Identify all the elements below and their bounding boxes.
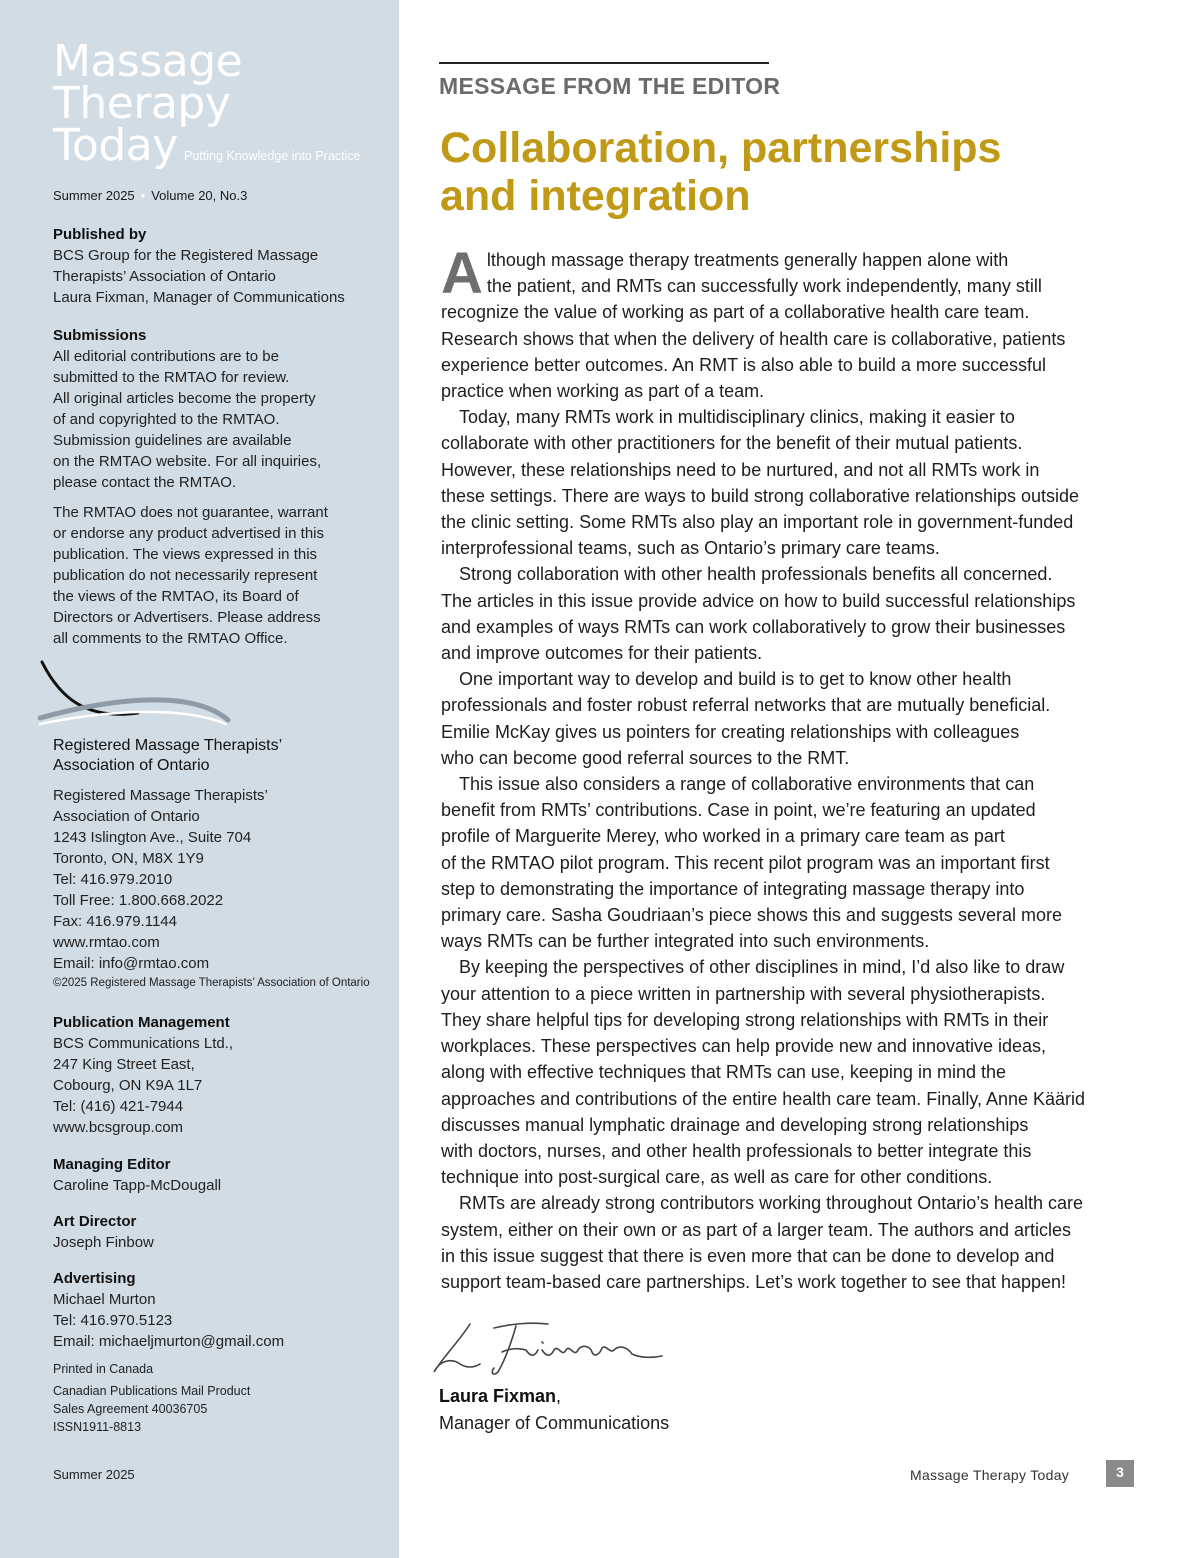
published-by-line: Therapists’ Association of Ontario — [53, 268, 276, 285]
article-paragraph — [441, 404, 1141, 561]
contact-line: Toll Free: 1.800.668.2022 — [53, 892, 224, 909]
signer-name-bold: Laura Fixman — [439, 1386, 557, 1406]
body-line: and examples of ways RMTs can work collaboratively to grow their businesses — [441, 616, 1066, 637]
body-line: benefit from RMTs’ contributions. Case in point, we’re featuring an updated — [441, 800, 1036, 821]
managing-editor-heading: Managing Editor — [53, 1156, 171, 1173]
body-line: in this issue suggest that there is even more that can be done to develop and — [441, 1245, 1055, 1266]
submissions-line: Submission guidelines are available — [53, 432, 292, 449]
body-line: primary care. Sasha Goudriaan’s piece shows this and suggests several more — [441, 905, 1062, 926]
article-paragraph — [441, 666, 1141, 771]
disclaimer-line: publication do not necessarily represent — [53, 567, 318, 584]
section-label: MESSAGE FROM THE EDITOR — [439, 73, 781, 99]
contact-line: Association of Ontario — [53, 808, 200, 825]
body-line: ways RMTs can be further integrated into such environments. — [441, 931, 930, 952]
body-line: your attention to a piece written in partnership with several physiotherapists. — [441, 983, 1046, 1004]
art-director-name: Joseph Finbow — [53, 1234, 154, 1251]
separator-dot-icon: • — [140, 188, 146, 203]
postal-line: ISSN1911-8813 — [53, 1420, 142, 1434]
body-line: professionals and foster robust referral networks that are mutually beneficial. — [441, 695, 1051, 716]
managing-editor-section — [53, 1154, 221, 1196]
publication-management-line: BCS Communications Ltd., — [53, 1035, 234, 1052]
disclaimer-line: the views of the RMTAO, its Board of — [53, 588, 299, 605]
body-line: approaches and contributions of the entire health care team. Finally, Anne Käärid — [441, 1088, 1086, 1109]
section-divider — [439, 62, 769, 64]
managing-editor-name: Caroline Tapp-McDougall — [53, 1177, 222, 1194]
art-director-heading: Art Director — [53, 1213, 137, 1230]
body-line: Emilie McKay gives us pointers for creating relationships with colleagues — [441, 721, 1020, 742]
body-line: RMTs are already strong contributors working throughout Ontario’s health care — [459, 1193, 1083, 1214]
issue-info — [53, 188, 247, 203]
logo-word-today: Today — [53, 120, 178, 171]
submissions-line: on the RMTAO website. For all inquiries, — [53, 453, 322, 470]
printed-in: Printed in Canada — [53, 1362, 154, 1376]
article-paragraph — [441, 954, 1141, 1190]
publication-management-line: 247 King Street East, — [53, 1056, 195, 1073]
body-line: experience better outcomes. An RMT is also able to build a more successful — [441, 354, 1046, 375]
publication-management-line: Tel: (416) 421-7944 — [53, 1098, 184, 1115]
body-line: recognize the value of working as part of a collaborative health care team. — [441, 302, 1030, 323]
disclaimer-line: The RMTAO does not guarantee, warrant — [53, 504, 328, 521]
body-line: system, either on their own or as part of a larger team. The authors and articles — [441, 1219, 1071, 1240]
submissions-section — [53, 325, 321, 493]
body-line: Today, many RMTs work in multidisciplinary clinics, making it easier to — [459, 407, 1015, 428]
body-line: workplaces. These perspectives can help provide new and innovative ideas, — [441, 1036, 1047, 1057]
rmtao-logo-wave-icon — [38, 658, 238, 734]
rmtao-logo-text — [53, 736, 282, 776]
submissions-line: All original articles become the property — [53, 390, 316, 407]
body-line: However, these relationships need to be nurtured, and not all RMTs work in — [441, 459, 1040, 480]
signer-comma: , — [556, 1386, 562, 1406]
contact-line: Registered Massage Therapists’ — [53, 787, 268, 804]
logo-word-therapy: Therapy — [53, 78, 231, 129]
body-line: The articles in this issue provide advice on how to build successful relationships — [441, 590, 1076, 611]
body-line: with doctors, nurses, and other health professionals to better integrate this — [441, 1140, 1032, 1161]
rmtao-logo-line: Registered Massage Therapists’ — [53, 737, 283, 754]
advertising-heading: Advertising — [53, 1270, 136, 1287]
published-by-line: BCS Group for the Registered Massage — [53, 247, 319, 264]
article-paragraph — [441, 771, 1141, 954]
drop-cap: A — [441, 241, 483, 306]
signer-name — [439, 1386, 561, 1407]
advertising-line: Tel: 416.970.5123 — [53, 1312, 173, 1329]
published-by-section — [53, 224, 345, 308]
article-body — [441, 241, 1141, 1295]
article-paragraph — [441, 1190, 1141, 1295]
rmtao-logo-line: Association of Ontario — [53, 757, 210, 774]
body-line: discusses manual lymphatic drainage and developing strong relationships — [441, 1114, 1029, 1135]
article-paragraph — [441, 561, 1141, 666]
advertising-line: Michael Murton — [53, 1291, 156, 1308]
contact-line: 1243 Islington Ave., Suite 704 — [53, 829, 252, 846]
publication-management-heading: Publication Management — [53, 1014, 230, 1031]
body-line: the clinic setting. Some RMTs also play an important role in government-funded — [441, 512, 1074, 533]
body-line: of the RMTAO pilot program. This recent pilot program was an important first — [441, 852, 1050, 873]
disclaimer-line: Directors or Advertisers. Please address — [53, 609, 321, 626]
body-line: One important way to develop and build is to get to know other health — [459, 669, 1012, 690]
postal-line: Sales Agreement 40036705 — [53, 1402, 208, 1416]
contact-line: Email: info@rmtao.com — [53, 955, 210, 972]
published-by-line: Laura Fixman, Manager of Communications — [53, 289, 345, 306]
title-line: Collaboration, partnerships — [440, 124, 1002, 172]
body-line: collaborate with other practitioners for the benefit of their mutual patients. — [441, 433, 1023, 454]
body-line: This issue also considers a range of collaborative environments that can — [459, 774, 1035, 795]
article-paragraph — [441, 241, 1141, 404]
publication-management-section — [53, 1012, 233, 1138]
disclaimer-line: or endorse any product advertised in this — [53, 525, 324, 542]
advertising-section — [53, 1268, 284, 1352]
body-line: Strong collaboration with other health professionals benefits all concerned. — [459, 564, 1053, 585]
body-line: technique into post-surgical care, as well as care for other conditions. — [441, 1167, 993, 1188]
disclaimer-line: all comments to the RMTAO Office. — [53, 630, 288, 647]
body-line: who can become good referral sources to the RMT. — [441, 747, 850, 768]
body-line: interprofessional teams, such as Ontario’s primary care teams. — [441, 538, 940, 559]
body-line: and improve outcomes for their patients. — [441, 643, 763, 664]
submissions-line: of and copyrighted to the RMTAO. — [53, 411, 280, 428]
logo-word-massage: Massage — [53, 36, 243, 87]
submissions-line: submitted to the RMTAO for review. — [53, 369, 290, 386]
footer-season: Summer 2025 — [53, 1467, 135, 1482]
issue-season: Summer 2025 — [53, 188, 135, 203]
logo-tagline: Putting Knowledge into Practice — [184, 149, 361, 163]
contact-line: Toronto, ON, M8X 1Y9 — [53, 850, 204, 867]
article-title — [440, 124, 1140, 220]
advertising-line: Email: michaeljmurton@gmail.com — [53, 1333, 285, 1350]
body-line: support team-based care partnerships. Let’s work together to see that happen! — [441, 1271, 1067, 1292]
postal-line: Canadian Publications Mail Product — [53, 1384, 251, 1398]
signature-image — [430, 1314, 670, 1380]
body-line: By keeping the perspectives of other disciplines in mind, I’d also like to draw — [459, 957, 1065, 978]
body-line: practice when working as part of a team. — [441, 381, 765, 402]
footer-publication: Massage Therapy Today — [910, 1467, 1070, 1483]
disclaimer-section — [53, 502, 328, 649]
disclaimer-line: publication. The views expressed in this — [53, 546, 318, 563]
submissions-heading: Submissions — [53, 327, 147, 344]
issue-volume: Volume 20, No.3 — [151, 188, 248, 203]
rmtao-contact-section — [53, 785, 370, 992]
contact-line: www.rmtao.com — [53, 934, 160, 951]
submissions-line: please contact the RMTAO. — [53, 474, 237, 491]
publication-management-line: www.bcsgroup.com — [53, 1119, 184, 1136]
body-line: step to demonstrating the importance of integrating massage therapy into — [441, 878, 1025, 899]
submissions-line: All editorial contributions are to be — [53, 348, 279, 365]
title-line: and integration — [440, 172, 751, 220]
body-line: profile of Marguerite Merey, who worked in a primary care team as part — [441, 826, 1005, 847]
printing-section — [53, 1360, 250, 1436]
masthead-sidebar — [0, 0, 399, 1558]
body-line: Research shows that when the delivery of health care is collaborative, patients — [441, 328, 1066, 349]
body-line: the patient, and RMTs can successfully work independently, many still — [486, 276, 1042, 297]
contact-line: Tel: 416.979.2010 — [53, 871, 173, 888]
publication-management-line: Cobourg, ON K9A 1L7 — [53, 1077, 203, 1094]
copyright-notice: ©2025 Registered Massage Therapists’ Association of Ontario — [53, 977, 370, 989]
page-number: 3 — [1106, 1460, 1134, 1487]
contact-line: Fax: 416.979.1144 — [53, 913, 177, 930]
published-by-heading: Published by — [53, 226, 147, 243]
body-line: They share helpful tips for developing strong relationships with RMTs in their — [441, 1009, 1049, 1030]
body-line: these settings. There are ways to build strong collaborative relationships outside — [441, 485, 1080, 506]
signer-title: Manager of Communications — [439, 1413, 670, 1433]
art-director-section — [53, 1211, 154, 1253]
body-line: lthough massage therapy treatments generally happen alone with — [486, 250, 1009, 270]
body-line: along with effective techniques that RMTs can use, keeping in mind the — [441, 1062, 1006, 1083]
